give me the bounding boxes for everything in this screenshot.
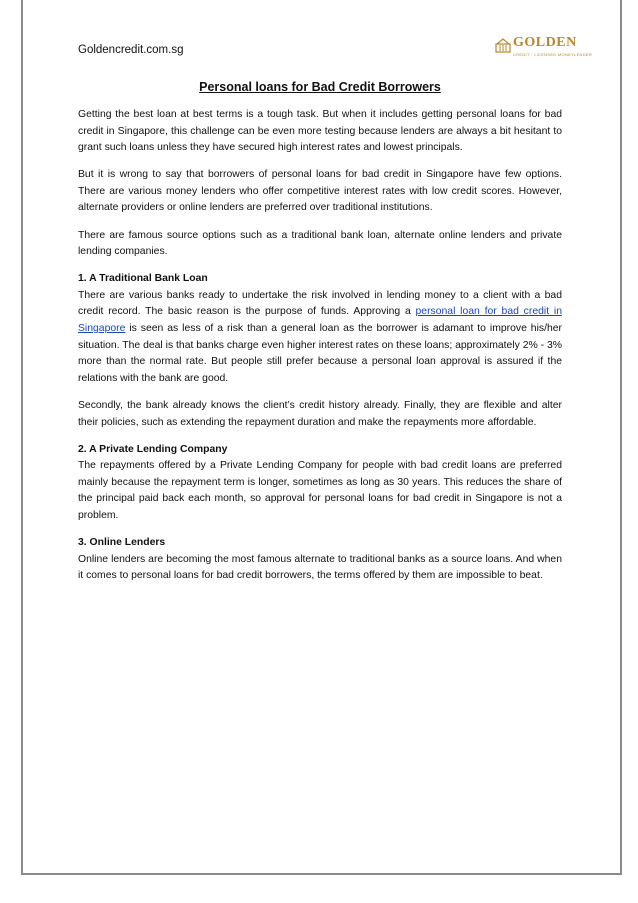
section-paragraph: The repayments offered by a Private Lending Company for people with bad credit loans are preferred mainly because the repayment term is longer, sometimes as long as 30 years. This reduces the share of the principal paid back each month, so approval for personal loans for bad credit in Singapore is not a problem. [78, 460, 562, 521]
logo-wordmark: GOLDEN [513, 35, 577, 50]
section-heading: 1. A Traditional Bank Loan [78, 273, 208, 285]
section-online-lenders [78, 535, 562, 585]
section-paragraph [78, 288, 562, 388]
section-heading: 3. Online Lenders [78, 537, 166, 549]
intro-paragraph-3: There are famous source options such as a traditional bank loan, alternate online lenders and private lending companies. [78, 229, 562, 258]
section-paragraph: Online lenders are becoming the most famous alternate to traditional banks as a source loans. And when it comes to personal loans for bad credit borrowers, the terms offered by them are impossible to beat. [78, 553, 562, 582]
personal-loan-link[interactable]: personal loan for bad credit in Singapore [78, 306, 562, 335]
section-traditional-bank-loan [78, 271, 562, 431]
page-bottom-margin [21, 875, 622, 903]
section-paragraph: Secondly, the bank already knows the client’s credit history already. Finally, they are flexible and alter their policies, such as extending the repayment duration and make the repayments more affordable. [78, 399, 562, 428]
golden-credit-logo [495, 35, 593, 61]
golden-credit-emblem-icon [495, 37, 511, 53]
section-private-lending-company [78, 442, 562, 525]
document-body [78, 107, 562, 595]
site-name: Goldencredit.com.sg [78, 44, 184, 56]
logo-tagline: CREDIT · LICENSED MONEYLENDER [513, 52, 593, 57]
intro-paragraph-2: But it is wrong to say that borrowers of personal loans for bad credit in Singapore have few options. There are various money lenders who offer competitive interest rates with low credit scores. However, alternate providers or online lenders are preferred over traditional institutions. [78, 169, 562, 214]
section-heading: 2. A Private Lending Company [78, 443, 228, 455]
paragraph-text: is seen as less of a risk than a general loan as the borrower is adamant to improve his/her situation. The deal is that banks charge even higher interest rates on these loans; approximately 2% - 3% more than the normal rate. But people still prefer because a personal loan approval is assured if the relations with the bank are good. [78, 323, 562, 384]
paragraph-text: There are various banks ready to undertake the risk involved in lending money to a client with a bad credit record. The basic reason is the purpose of funds. Approving a [78, 289, 562, 318]
document-title: Personal loans for Bad Credit Borrowers [199, 80, 441, 94]
intro-paragraph-1: Getting the best loan at best terms is a tough task. But when it includes getting personal loans for bad credit in Singapore, this challenge can be even more testing because lenders are always a bit hesitant to grant such loans unless they have secured high interest rates and lowest principals. [78, 109, 562, 154]
